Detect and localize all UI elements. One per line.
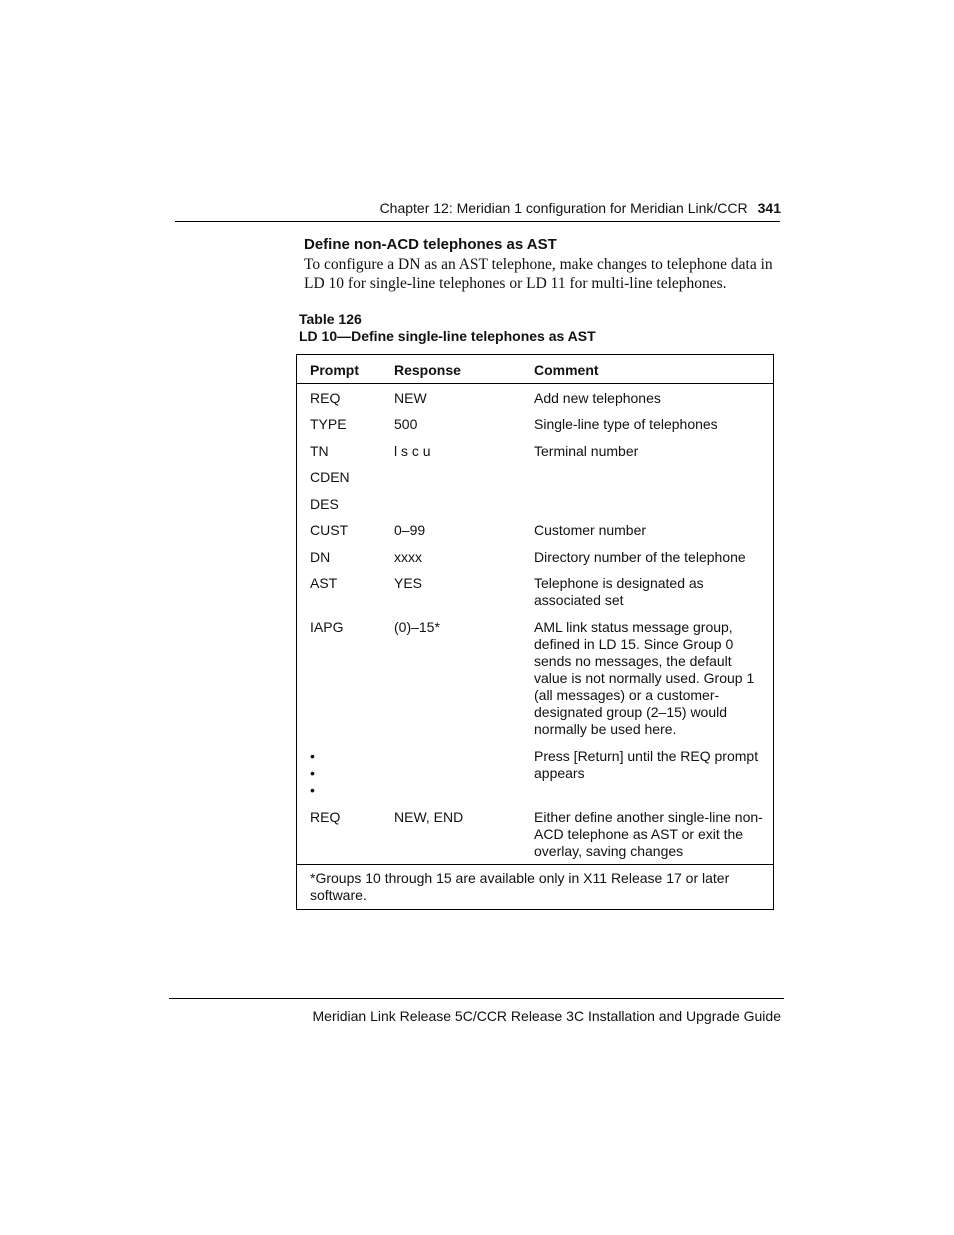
response-cell: xxxx [394,549,422,565]
table-caption [299,311,596,345]
comment-cell: Telephone is designated as associated set [534,575,704,608]
prompt-cell: IAPG [310,619,344,635]
table-number: Table 126 [299,311,362,327]
prompt-cell: CUST [310,522,349,538]
response-cell: 0–99 [394,522,426,538]
response-cell: (0)–15* [394,619,440,635]
table-title: LD 10—Define single-line telephones as AST [299,328,596,344]
comment-cell: Add new telephones [534,390,661,406]
comment-cell: Terminal number [534,443,639,459]
response-cell: YES [394,575,423,591]
chapter-title: Chapter 12: Meridian 1 configuration for Meridian Link/CCR [379,200,748,216]
prompt-cell: TN [310,443,329,459]
table-footnote-rule [297,864,773,865]
header-rule [175,221,780,222]
prompt-cell: AST [310,575,338,591]
prompt-cell: CDEN [310,469,350,485]
prompt-cell: DES [310,496,339,512]
column-header-comment: Comment [534,362,599,378]
section-title: Define non-ACD telephones as AST [304,236,557,253]
prompt-cell: REQ [310,390,341,406]
section-intro: To configure a DN as an AST telephone, make changes to telephone data in LD 10 for single-line telephones or LD 11 for multi-line telephones. [304,256,773,292]
comment-cell: Press [Return] until the REQ prompt appears [534,748,759,781]
prompt-table [296,354,774,910]
prompt-cell: TYPE [310,416,347,432]
running-footer: Meridian Link Release 5C/CCR Release 3C Installation and Upgrade Guide [312,1008,781,1024]
response-cell: NEW, END [394,809,464,825]
footer-rule [169,998,784,999]
prompt-cell: • • • [310,748,315,798]
comment-cell: Single-line type of telephones [534,416,718,432]
table-header-row [297,355,773,384]
running-header [0,200,781,216]
table-footnote: *Groups 10 through 15 are available only in X11 Release 17 or later software. [310,870,730,903]
column-header-prompt: Prompt [310,362,359,378]
column-header-response: Response [394,362,461,378]
response-cell: 500 [394,416,418,432]
comment-cell: Directory number of the telephone [534,549,746,565]
comment-cell: Either define another single-line non-ACD telephone as AST or exit the overlay, saving changes [534,809,763,859]
prompt-cell: DN [310,549,331,565]
response-cell: l s c u [394,443,431,459]
comment-cell: Customer number [534,522,647,538]
response-cell: NEW [394,390,427,406]
page-number: 341 [757,200,781,216]
comment-cell: AML link status message group, defined in LD 15. Since Group 0 sends no messages, the default value is not normally used. Group 1 (all messages) or a customer-designated group (2–15) would normally be used here. [534,619,755,737]
prompt-cell: REQ [310,809,341,825]
